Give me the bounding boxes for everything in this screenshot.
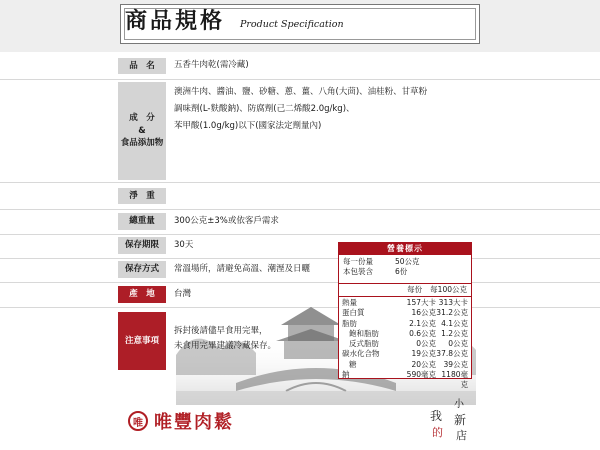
nutrient-name: 飽和脂肪 xyxy=(349,328,379,338)
nutrition-column-headers xyxy=(339,284,471,297)
ingredients-value xyxy=(174,84,427,135)
notes-line: 未食用完畢建議冷藏保存。 xyxy=(174,341,277,351)
nutrient-per-serving: 16公克 xyxy=(411,308,436,318)
brand-name: 唯豐肉鬆 xyxy=(154,412,234,433)
ingredients-line: 澳洲牛肉、醬油、鹽、砂糖、蔥、薑、八角(大茴)、油桂粉、甘草粉 xyxy=(174,87,428,97)
total-weight-value: 300公克±3%或依客戶需求 xyxy=(174,216,279,226)
nutrition-row xyxy=(342,360,468,370)
nutrient-name: 碳水化合物 xyxy=(342,349,380,359)
nutrient-name: 反式脂肪 xyxy=(349,339,379,349)
name-label: 品 名 xyxy=(118,58,166,74)
nutrition-row xyxy=(342,319,468,329)
storage-value: 常溫場所，請避免高溫、潮溼及日曬 xyxy=(174,264,311,274)
logo-char: 的 xyxy=(432,426,443,439)
logo-char: 小 xyxy=(454,399,464,410)
nutrient-per-serving: 157大卡 xyxy=(406,298,436,307)
brand-seal-icon: 唯 xyxy=(128,411,148,431)
nutrient-name: 鈉 xyxy=(342,370,350,380)
nutrition-title: 營養標示 xyxy=(339,243,471,255)
storage-label: 保存方式 xyxy=(118,261,166,278)
nutrition-row xyxy=(342,298,468,308)
ingredients-line: 調味劑(L-麩酸鈉)、防腐劑(己二烯酸2.0g/kg)、 xyxy=(174,104,355,114)
nutrient-per-100g: 1180毫克 xyxy=(441,370,468,390)
notes-label: 注意事項 xyxy=(118,312,166,370)
row-divider xyxy=(0,79,600,80)
origin-label: 產 地 xyxy=(118,286,166,303)
nutrient-per-serving: 0.6公克 xyxy=(409,328,436,338)
servings-label: 本包裝含 xyxy=(343,267,373,276)
ingredients-line: 苯甲酸(1.0g/kg)以下(國家法定劑量內) xyxy=(174,121,322,131)
row-divider xyxy=(0,182,600,183)
nutrient-per-100g: 37.8公克 xyxy=(436,349,468,359)
row-divider xyxy=(0,234,600,235)
nutrient-name: 糖 xyxy=(349,359,357,369)
nutrition-row xyxy=(342,308,468,318)
origin-value: 台灣 xyxy=(174,289,192,299)
nutrient-per-100g: 0公克 xyxy=(448,339,468,349)
row-divider xyxy=(0,258,600,259)
serving-label: 每一份量 xyxy=(343,257,373,266)
brand-logo xyxy=(128,408,234,434)
shelf-life-value: 30天 xyxy=(174,240,194,250)
row-divider xyxy=(0,209,600,210)
logo-char: 新 xyxy=(454,413,467,427)
nutrient-name: 蛋白質 xyxy=(342,308,365,318)
nutrition-row xyxy=(342,339,468,349)
serving-value: 50公克 xyxy=(395,257,420,266)
nutrition-row xyxy=(342,329,468,339)
nutrient-per-100g: 39公克 xyxy=(443,359,468,369)
logo-char: 店 xyxy=(456,429,467,442)
page-title: 商品規格 xyxy=(125,9,226,34)
ingredients-label-line: 食品添加物 xyxy=(120,138,164,149)
nutrition-row xyxy=(342,370,468,390)
ingredients-label xyxy=(118,82,166,180)
column-per-100g: 每100公克 xyxy=(430,285,467,294)
name-value: 五香牛肉乾(需冷藏) xyxy=(174,60,249,70)
nutrition-table xyxy=(338,242,472,390)
nutrient-name: 熱量 xyxy=(342,298,357,307)
calligraphy-logo xyxy=(428,396,480,442)
nutrient-per-serving: 2.1公克 xyxy=(409,318,436,328)
logo-char: 我 xyxy=(430,409,443,423)
nutrient-per-100g: 313大卡 xyxy=(438,298,468,307)
row-divider xyxy=(0,282,600,283)
ingredients-label-line: 成 分 xyxy=(129,112,155,123)
nutrient-per-serving: 19公克 xyxy=(411,349,436,359)
nutrient-per-serving: 20公克 xyxy=(411,359,436,369)
serving-info xyxy=(339,255,471,284)
notes-line: 拆封後請儘早食用完畢， xyxy=(174,326,268,336)
notes-value xyxy=(174,324,276,354)
nutrient-per-serving: 590毫克 xyxy=(406,370,436,380)
page-subtitle: Product Specification xyxy=(240,19,344,30)
nutrition-row xyxy=(342,349,468,359)
column-per-serving: 每份 xyxy=(407,285,423,294)
nutrient-per-serving: 0公克 xyxy=(416,339,436,349)
ingredients-label-line: & xyxy=(138,125,146,136)
nutrient-per-100g: 1.2公克 xyxy=(441,328,468,338)
total-weight-label: 總重量 xyxy=(118,213,166,230)
net-label: 淨 重 xyxy=(118,188,166,204)
servings-value: 6份 xyxy=(395,267,408,276)
nutrient-per-100g: 31.2公克 xyxy=(436,308,468,318)
nutrient-per-100g: 4.1公克 xyxy=(441,318,468,328)
nutrient-name: 脂肪 xyxy=(342,318,357,328)
shelf-life-label: 保存期限 xyxy=(118,237,166,254)
nutrition-rows xyxy=(339,297,471,390)
